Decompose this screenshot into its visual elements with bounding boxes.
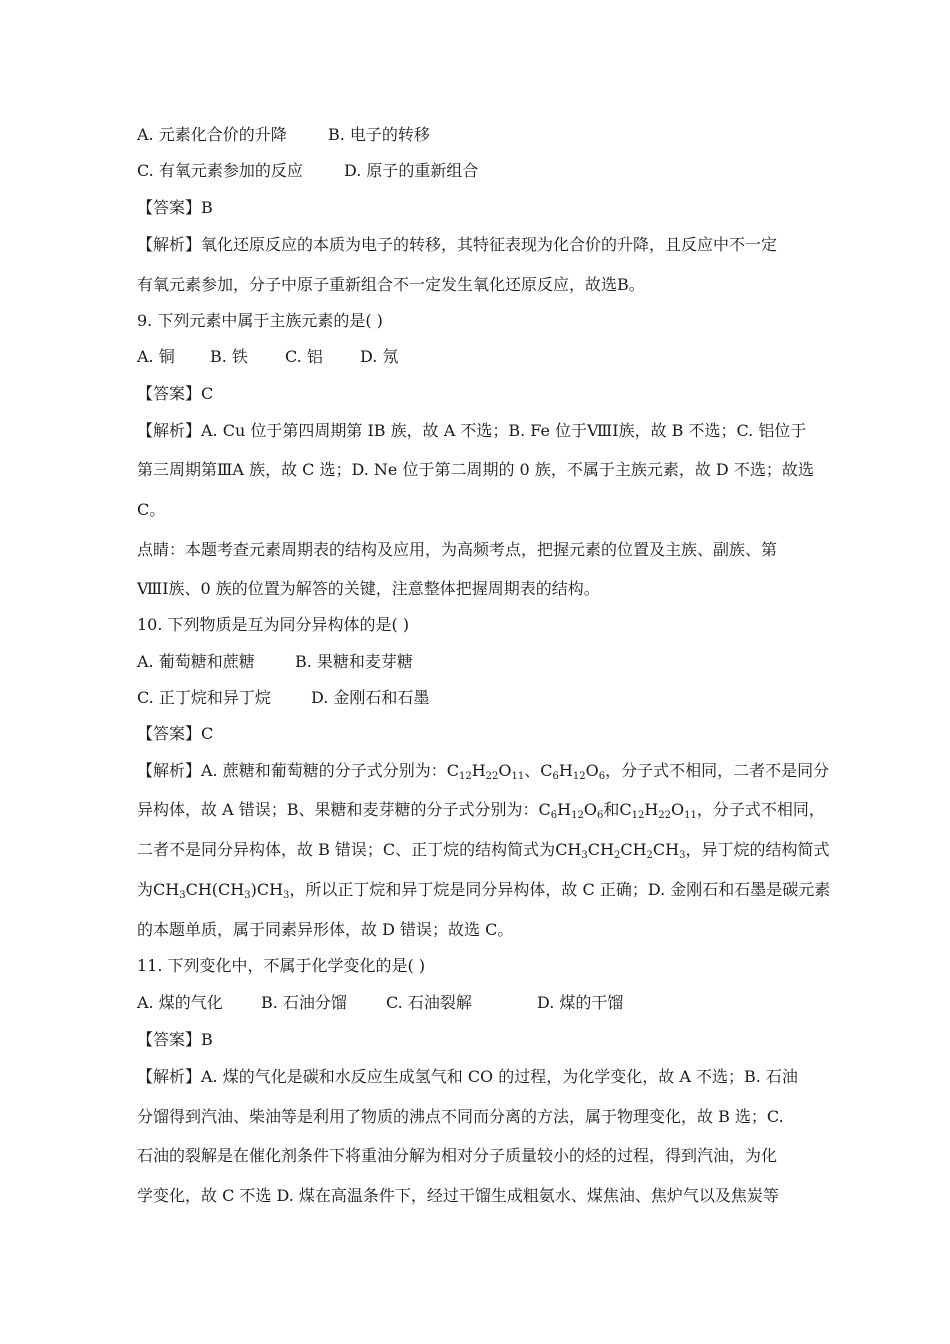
q11-option-d: D. 煤的干馏 bbox=[537, 993, 624, 1012]
formula-maltose: $C_{12}H_{22}O_{11}$ bbox=[619, 800, 697, 821]
formula-sucrose: $C_{12}H_{22}O_{11}$ bbox=[446, 761, 525, 782]
q11-option-c: C. 石油裂解 bbox=[386, 993, 472, 1012]
q9-option-c: C. 铝 bbox=[285, 347, 323, 366]
q10-analysis-line-3 bbox=[137, 840, 830, 862]
q9-question: 9. 下列元素中属于主族元素的是( ) bbox=[137, 311, 383, 330]
q9-option-b: B. 铁 bbox=[210, 347, 248, 366]
q11-option-a: A. 煤的气化 bbox=[137, 993, 223, 1012]
q10-option-a: A. 葡萄糖和蔗糖 bbox=[137, 652, 255, 671]
q11-analysis-line-3: 石油的裂解是在催化剂条件下将重油分解为相对分子质量较小的烃的过程，得到汽油，为化 bbox=[137, 1146, 778, 1165]
q9-option-d: D. 氖 bbox=[360, 347, 399, 366]
q8-answer: 【答案】B bbox=[137, 198, 213, 217]
formula-fructose: $C_6H_{12}O_6$ bbox=[538, 800, 604, 821]
q10-a3-tail: ，异丁烷的结构简式 bbox=[685, 840, 830, 859]
q9-comment-line-2: ⅧI族、0 族的位置为解答的关键，注意整体把握周期表的结构。 bbox=[137, 579, 600, 598]
q8-analysis-line-2: 有氧元素参加，分子中原子重新组合不一定发生氧化还原反应，故选B。 bbox=[137, 275, 645, 294]
q11-question: 11. 下列变化中，不属于化学变化的是( ) bbox=[137, 956, 426, 975]
q9-options-row bbox=[137, 347, 399, 369]
q10-a4-text: 为 bbox=[137, 880, 154, 899]
q8-option-a: A. 元素化合价的升降 bbox=[137, 125, 287, 144]
q10-option-b: B. 果糖和麦芽糖 bbox=[295, 652, 413, 671]
q10-options-row-2 bbox=[137, 688, 430, 710]
q10-a1-tail: ，分子式不相同，二者不是同分 bbox=[605, 761, 830, 780]
q10-a3-text: 二者不是同分异构体，故 B 错误；C、正丁烷的结构简式为 bbox=[137, 840, 556, 859]
q10-option-d: D. 金刚石和石墨 bbox=[311, 688, 430, 707]
q8-option-b: B. 电子的转移 bbox=[328, 125, 430, 144]
q8-options-row-2 bbox=[137, 161, 479, 183]
q10-a1-sep: 、 bbox=[524, 761, 541, 780]
q10-a4-tail: ，所以正丁烷和异丁烷是同分异构体，故 C 正确；D. 金刚石和石墨是碳元素 bbox=[289, 880, 831, 899]
q10-a2-text: 异构体，故 A 错误；B、果糖和麦芽糖的分子式分别为： bbox=[137, 800, 539, 819]
q9-analysis-line-3: C。 bbox=[137, 500, 166, 519]
q10-a1-text: 【解析】A. 蔗糖和葡萄糖的分子式分别为： bbox=[137, 761, 447, 780]
q9-comment-line-1: 点睛：本题考查元素周期表的结构及应用，为高频考点，把握元素的位置及主族、副族、第 bbox=[137, 540, 778, 559]
q10-a2-tail: ，分子式不相同， bbox=[696, 800, 825, 819]
q10-answer: 【答案】C bbox=[137, 724, 214, 743]
q8-option-d: D. 原子的重新组合 bbox=[344, 161, 479, 180]
q8-options-row-1 bbox=[137, 125, 430, 147]
q11-analysis-line-1: 【解析】A. 煤的气化是碳和水反应生成氢气和 CO 的过程，为化学变化，故 A 不选；B. 石油 bbox=[137, 1067, 798, 1086]
q8-analysis-line-1: 【解析】氧化还原反应的本质为电子的转移，其特征表现为化合价的升降，且反应中不一定 bbox=[137, 235, 778, 254]
q9-answer: 【答案】C bbox=[137, 384, 214, 403]
q11-analysis-line-2: 分馏得到汽油、柴油等是利用了物质的沸点不同而分离的方法，属于物理变化，故 B 选；C. bbox=[137, 1107, 784, 1126]
q8-option-c: C. 有氧元素参加的反应 bbox=[137, 161, 303, 180]
formula-n-butane: $CH_3CH_2CH_2CH_3$ bbox=[555, 840, 686, 861]
formula-glucose: $C_6H_{12}O_6$ bbox=[540, 761, 606, 782]
q11-options-row bbox=[137, 993, 624, 1015]
q11-answer: 【答案】B bbox=[137, 1030, 213, 1049]
q10-question: 10. 下列物质是互为同分异构体的是( ) bbox=[137, 615, 410, 634]
formula-isobutane: $CH_3CH(CH_3)CH_3$ bbox=[153, 880, 290, 901]
q11-analysis-line-4: 学变化，故 C 不选 D. 煤在高温条件下，经过干馏生成粗氨水、煤焦油、焦炉气以及焦炭等 bbox=[137, 1186, 779, 1205]
q9-analysis-line-1: 【解析】A. Cu 位于第四周期第 IB 族，故 A 不选；B. Fe 位于ⅧI族，故 B 不选；C. 铝位于 bbox=[137, 421, 807, 440]
q9-option-a: A. 铜 bbox=[137, 347, 175, 366]
q11-option-b: B. 石油分馏 bbox=[261, 993, 347, 1012]
q10-a2-mid: 和 bbox=[603, 800, 620, 819]
q10-analysis-line-1 bbox=[137, 761, 829, 783]
q10-analysis-line-5: 的本题单质，属于同素异形体，故 D 错误；故选 C。 bbox=[137, 920, 514, 939]
q10-options-row-1 bbox=[137, 652, 413, 674]
q9-analysis-line-2: 第三周期第ⅢA 族，故 C 选；D. Ne 位于第二周期的 0 族，不属于主族元素，故 D 不选；故选 bbox=[137, 460, 814, 479]
q10-analysis-line-4 bbox=[137, 880, 830, 902]
q10-option-c: C. 正丁烷和异丁烷 bbox=[137, 688, 271, 707]
q10-analysis-line-2 bbox=[137, 800, 825, 822]
